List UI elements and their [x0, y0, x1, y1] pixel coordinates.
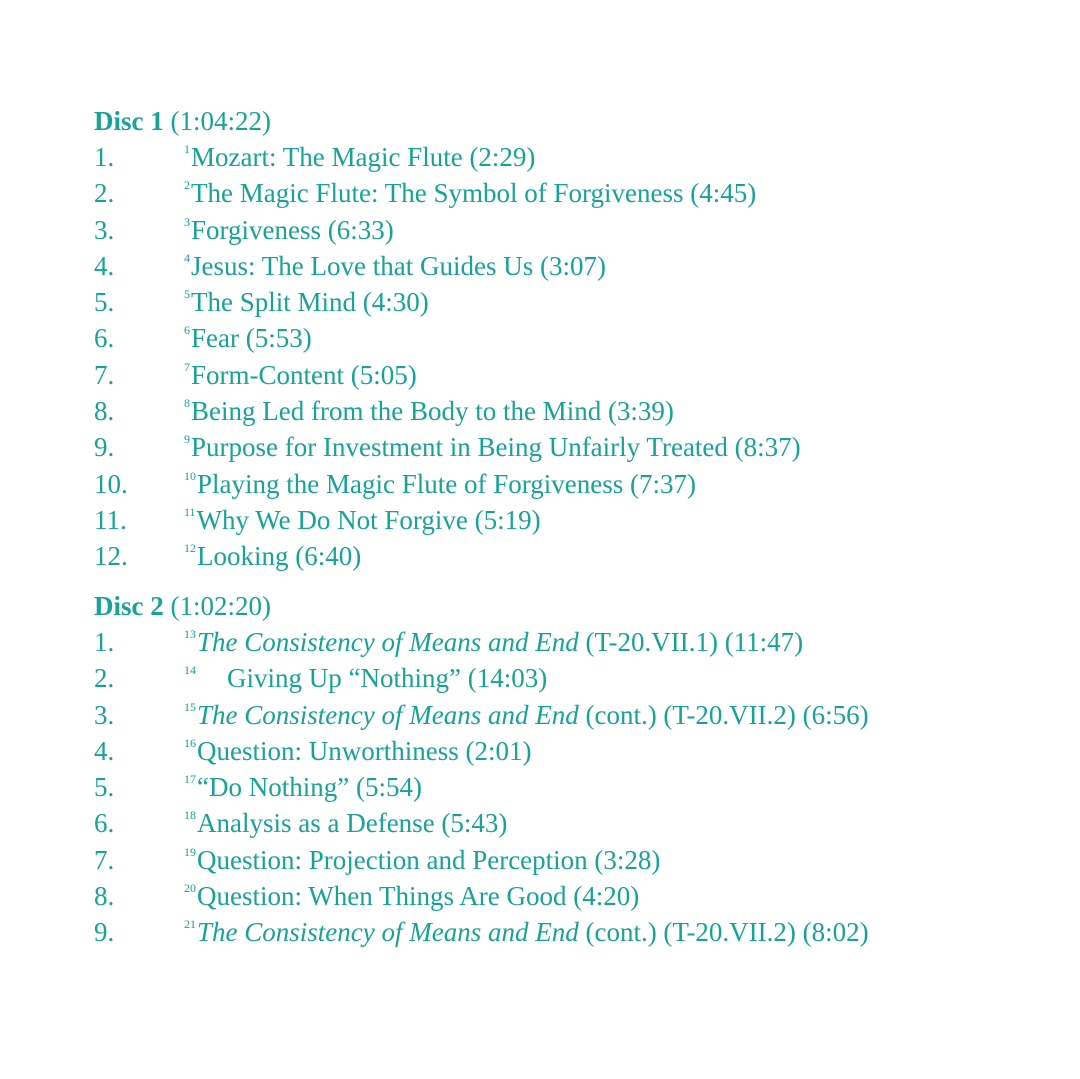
- track-index: 7: [184, 359, 190, 374]
- track-number: 2.: [94, 663, 115, 694]
- track-row: [94, 733, 532, 769]
- track-title: [184, 538, 361, 579]
- track-index: 21: [184, 917, 196, 932]
- track-index: 17: [184, 772, 196, 787]
- track-title-text: Forgiveness (6:33): [191, 214, 394, 245]
- track-number: 9.: [94, 917, 115, 948]
- track-title: [184, 914, 869, 955]
- track-row: [94, 805, 508, 841]
- track-row: [94, 878, 640, 914]
- track-number: 3.: [94, 699, 115, 730]
- track-index: 10: [184, 468, 196, 483]
- disc-1-section: [94, 103, 801, 575]
- track-list: [94, 624, 869, 951]
- track-title: [184, 320, 312, 361]
- track-row: [94, 466, 696, 502]
- track-number: 4.: [94, 735, 115, 766]
- track-title: [184, 393, 674, 434]
- track-title-text: (T-20.VII.1) (11:47): [578, 627, 804, 657]
- track-index: 3: [184, 214, 190, 229]
- track-row: [94, 175, 757, 211]
- track-number: 8.: [94, 881, 115, 912]
- track-number: 2.: [94, 178, 115, 209]
- track-title-text: Playing the Magic Flute of Forgiveness (7:37): [197, 468, 696, 499]
- track-title-text: The Split Mind (4:30): [191, 287, 429, 318]
- track-row: [94, 212, 394, 248]
- track-title-text: Giving Up “Nothing” (14:03): [227, 663, 548, 694]
- track-title: [184, 212, 394, 253]
- disc-heading: [94, 588, 271, 624]
- track-title-text: Jesus: The Love that Guides Us (3:07): [191, 250, 606, 281]
- track-index: 20: [184, 881, 196, 896]
- track-number: 7.: [94, 359, 115, 390]
- track-title: [184, 357, 417, 398]
- track-title-text: Form-Content (5:05): [191, 359, 417, 390]
- track-index: 12: [184, 541, 196, 556]
- track-index: 5: [184, 287, 190, 302]
- track-row: [94, 624, 804, 660]
- track-row: [94, 914, 869, 950]
- track-index: 8: [184, 396, 190, 411]
- disc-name: Disc 1: [94, 106, 164, 136]
- track-row: [94, 769, 422, 805]
- track-title-text: “Do Nothing” (5:54): [197, 772, 422, 803]
- track-title-text: Question: Unworthiness (2:01): [197, 735, 532, 766]
- track-title-text: (cont.) (T-20.VII.2) (8:02): [578, 917, 869, 948]
- track-row: [94, 538, 362, 574]
- track-row: [94, 320, 312, 356]
- track-title: [184, 878, 639, 919]
- track-index: 6: [184, 323, 190, 338]
- track-row: [94, 284, 429, 320]
- track-number: 4.: [94, 250, 115, 281]
- track-title: [184, 502, 541, 543]
- track-index: 9: [184, 432, 190, 447]
- disc-2-section: [94, 588, 869, 951]
- track-title: [184, 624, 803, 665]
- track-title-text: Looking (6:40): [197, 541, 362, 572]
- track-row: [94, 842, 661, 878]
- track-index: 14: [184, 663, 196, 678]
- track-row: [94, 139, 536, 175]
- track-title-italic: The Consistency of Means and End: [197, 699, 579, 730]
- track-row: [94, 502, 541, 538]
- track-title-text: The Magic Flute: The Symbol of Forgiveness (4:45): [191, 178, 757, 209]
- track-number: 8.: [94, 396, 115, 427]
- track-number: 6.: [94, 323, 115, 354]
- track-title: [184, 429, 801, 470]
- track-index: 4: [184, 250, 190, 265]
- disc-heading: [94, 103, 271, 139]
- track-title-text: Why We Do Not Forgive (5:19): [196, 504, 541, 535]
- track-title: [184, 842, 660, 883]
- track-title: [184, 660, 547, 701]
- track-title: [184, 466, 696, 507]
- track-number: 1.: [94, 142, 115, 172]
- track-title: [184, 769, 422, 810]
- disc-name: Disc 2: [94, 591, 164, 621]
- track-title-italic: The Consistency of Means and End: [197, 627, 579, 657]
- track-index: 1: [184, 142, 190, 156]
- track-index: 18: [184, 808, 196, 823]
- track-index: 16: [184, 735, 196, 750]
- track-row: [94, 429, 801, 465]
- disc-duration: (1:02:20): [170, 591, 271, 621]
- track-title: [184, 284, 429, 325]
- track-title: [184, 697, 869, 738]
- track-index: 19: [184, 844, 196, 859]
- track-index: 15: [184, 699, 196, 714]
- track-number: 10.: [94, 468, 128, 499]
- track-number: 5.: [94, 772, 115, 803]
- track-number: 7.: [94, 844, 115, 875]
- track-number: 11.: [94, 504, 127, 535]
- track-title-text: Purpose for Investment in Being Unfairly Treated (8:37): [191, 432, 801, 463]
- track-number: 3.: [94, 214, 115, 245]
- track-index: 2: [184, 178, 190, 193]
- track-number: 5.: [94, 287, 115, 318]
- track-title-text: Analysis as a Defense (5:43): [197, 808, 508, 839]
- track-title-text: Fear (5:53): [191, 323, 312, 354]
- track-row: [94, 248, 606, 284]
- track-row: [94, 357, 417, 393]
- track-title: [184, 733, 531, 774]
- track-title: [184, 805, 507, 846]
- track-list: [94, 139, 801, 575]
- track-title-italic: The Consistency of Means and End: [197, 917, 579, 948]
- track-title: [184, 248, 606, 289]
- track-index: 11: [184, 504, 196, 519]
- track-title: [184, 175, 756, 216]
- track-title-text: Being Led from the Body to the Mind (3:39): [191, 396, 674, 427]
- track-number: 9.: [94, 432, 115, 463]
- track-title-text: Question: Projection and Perception (3:28): [197, 844, 661, 875]
- track-row: [94, 393, 674, 429]
- track-row: [94, 660, 548, 696]
- track-title-text: (cont.) (T-20.VII.2) (6:56): [578, 699, 869, 730]
- track-number: 6.: [94, 808, 115, 839]
- track-row: [94, 697, 869, 733]
- track-number: 12.: [94, 541, 128, 572]
- disc-duration: (1:04:22): [170, 106, 271, 136]
- track-number: 1.: [94, 627, 115, 657]
- track-title: [184, 139, 535, 180]
- track-title-text: Question: When Things Are Good (4:20): [197, 881, 640, 912]
- track-title-text: Mozart: The Magic Flute (2:29): [191, 142, 536, 172]
- track-index: 13: [184, 627, 196, 641]
